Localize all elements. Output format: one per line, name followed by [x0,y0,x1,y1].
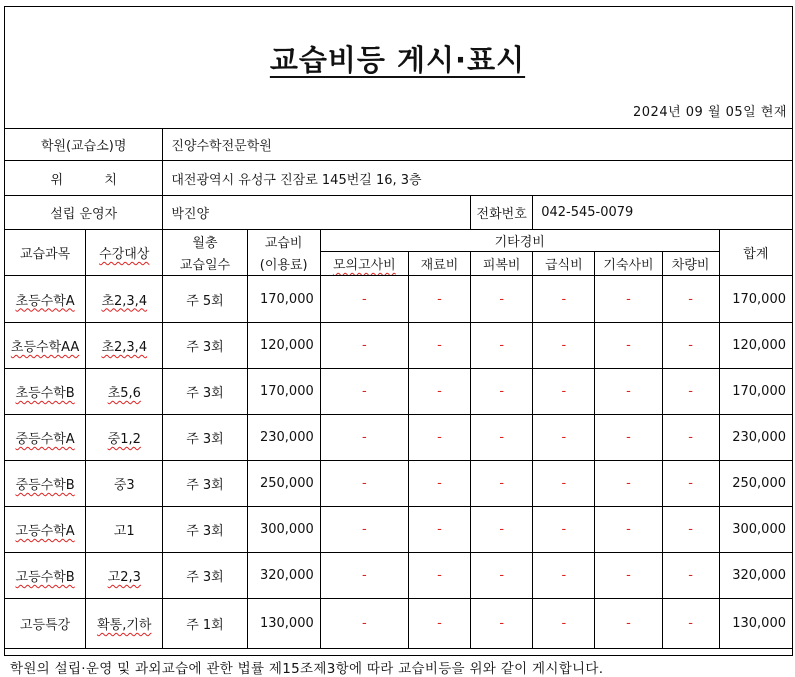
meal-cell: - [533,276,595,323]
days-cell: 주 3회 [163,415,247,461]
material-cell: - [408,599,470,649]
phone-label: 전화번호 [471,196,533,230]
legal-notice: 학원의 설립·운영 및 과외교습에 관한 법률 제15조제3항에 따라 교습비등을 위와 같이 게시합니다. [10,661,604,677]
info-row-name [5,129,793,161]
header-mock-exam: 모의고사비 [320,252,408,276]
mock-exam-cell: - [320,323,408,369]
subject-cell: 초등수학B [5,369,86,415]
meal-cell: - [533,461,595,507]
header-meal: 급식비 [533,252,595,276]
info-row-founder [5,196,793,230]
fee-cell: 230,000 [247,415,320,461]
vehicle-cell: - [662,369,719,415]
subject-cell: 초등수학A [5,276,86,323]
mock-exam-cell: - [320,461,408,507]
mock-exam-cell: - [320,553,408,599]
fee-cell: 300,000 [247,507,320,553]
header-monthly-days: 월총 교습일수 [163,230,247,276]
founder-label: 설립 운영자 [5,196,163,230]
header-target: 수강대상 [86,230,163,276]
total-cell: 250,000 [719,461,792,507]
material-cell: - [408,507,470,553]
vehicle-cell: - [662,323,719,369]
info-row-location [5,161,793,196]
mock-exam-cell: - [320,276,408,323]
location-value: 대전광역시 유성구 진잠로 145번길 16, 3층 [163,161,793,196]
days-cell: 주 3회 [163,507,247,553]
table-row [5,276,793,323]
meal-cell: - [533,507,595,553]
subject-cell: 중등수학A [5,415,86,461]
subject-cell: 고등특강 [5,599,86,649]
fee-cell: 320,000 [247,553,320,599]
fee-cell: 170,000 [247,276,320,323]
dorm-cell: - [595,415,662,461]
uniform-cell: - [471,507,533,553]
mock-exam-cell: - [320,599,408,649]
total-cell: 120,000 [719,323,792,369]
table-row [5,599,793,649]
mock-exam-cell: - [320,369,408,415]
founder-value: 박진양 [163,196,471,230]
meal-cell: - [533,599,595,649]
days-cell: 주 3회 [163,323,247,369]
page-title: 교습비등 게시·표시 [269,43,526,77]
total-cell: 320,000 [719,553,792,599]
header-uniform: 피복비 [471,252,533,276]
material-cell: - [408,323,470,369]
header-dorm: 기숙사비 [595,252,662,276]
vehicle-cell: - [662,599,719,649]
meal-cell: - [533,323,595,369]
header-row-1 [5,230,793,252]
days-cell: 주 5회 [163,276,247,323]
vehicle-cell: - [662,461,719,507]
dorm-cell: - [595,276,662,323]
table-row [5,369,793,415]
material-cell: - [408,461,470,507]
uniform-cell: - [471,323,533,369]
location-label: 위 치 [5,161,163,196]
target-cell: 초5,6 [86,369,163,415]
total-cell: 130,000 [719,599,792,649]
target-cell: 고2,3 [86,553,163,599]
vehicle-cell: - [662,553,719,599]
total-cell: 170,000 [719,369,792,415]
fee-cell: 120,000 [247,323,320,369]
header-fee: 교습비 (이용료) [247,230,320,276]
material-cell: - [408,553,470,599]
table-row [5,461,793,507]
target-cell: 고1 [86,507,163,553]
meal-cell: - [533,369,595,415]
fee-table [4,128,793,649]
dorm-cell: - [595,507,662,553]
target-cell: 확통,기하 [86,599,163,649]
days-cell: 주 1회 [163,599,247,649]
target-cell: 초2,3,4 [86,276,163,323]
uniform-cell: - [471,415,533,461]
vehicle-cell: - [662,276,719,323]
target-cell: 중1,2 [86,415,163,461]
uniform-cell: - [471,599,533,649]
table-row [5,507,793,553]
vehicle-cell: - [662,415,719,461]
material-cell: - [408,276,470,323]
dorm-cell: - [595,323,662,369]
dorm-cell: - [595,461,662,507]
days-cell: 주 3회 [163,461,247,507]
table-row [5,553,793,599]
subject-cell: 중등수학B [5,461,86,507]
header-vehicle: 차량비 [662,252,719,276]
total-cell: 300,000 [719,507,792,553]
material-cell: - [408,369,470,415]
header-total: 합계 [719,230,792,276]
subject-cell: 고등수학A [5,507,86,553]
header-material: 재료비 [408,252,470,276]
days-cell: 주 3회 [163,553,247,599]
total-cell: 170,000 [719,276,792,323]
uniform-cell: - [471,276,533,323]
dorm-cell: - [595,599,662,649]
table-row [5,415,793,461]
uniform-cell: - [471,369,533,415]
meal-cell: - [533,415,595,461]
vehicle-cell: - [662,507,719,553]
mock-exam-cell: - [320,507,408,553]
target-cell: 중3 [86,461,163,507]
fee-cell: 170,000 [247,369,320,415]
material-cell: - [408,415,470,461]
notice-date: 2024년 09 월 05일 현재 [633,105,787,120]
subject-cell: 고등수학B [5,553,86,599]
table-row [5,323,793,369]
academy-name-value: 진양수학전문학원 [163,129,793,161]
subject-cell: 초등수학AA [5,323,86,369]
phone-value: 042-545-0079 [533,196,793,230]
target-cell: 초2,3,4 [86,323,163,369]
header-subject: 교습과목 [5,230,86,276]
fee-cell: 250,000 [247,461,320,507]
mock-exam-cell: - [320,415,408,461]
total-cell: 230,000 [719,415,792,461]
uniform-cell: - [471,461,533,507]
days-cell: 주 3회 [163,369,247,415]
meal-cell: - [533,553,595,599]
uniform-cell: - [471,553,533,599]
dorm-cell: - [595,553,662,599]
header-other-expenses: 기타경비 [320,230,719,252]
fee-cell: 130,000 [247,599,320,649]
dorm-cell: - [595,369,662,415]
academy-name-label: 학원(교습소)명 [5,129,163,161]
